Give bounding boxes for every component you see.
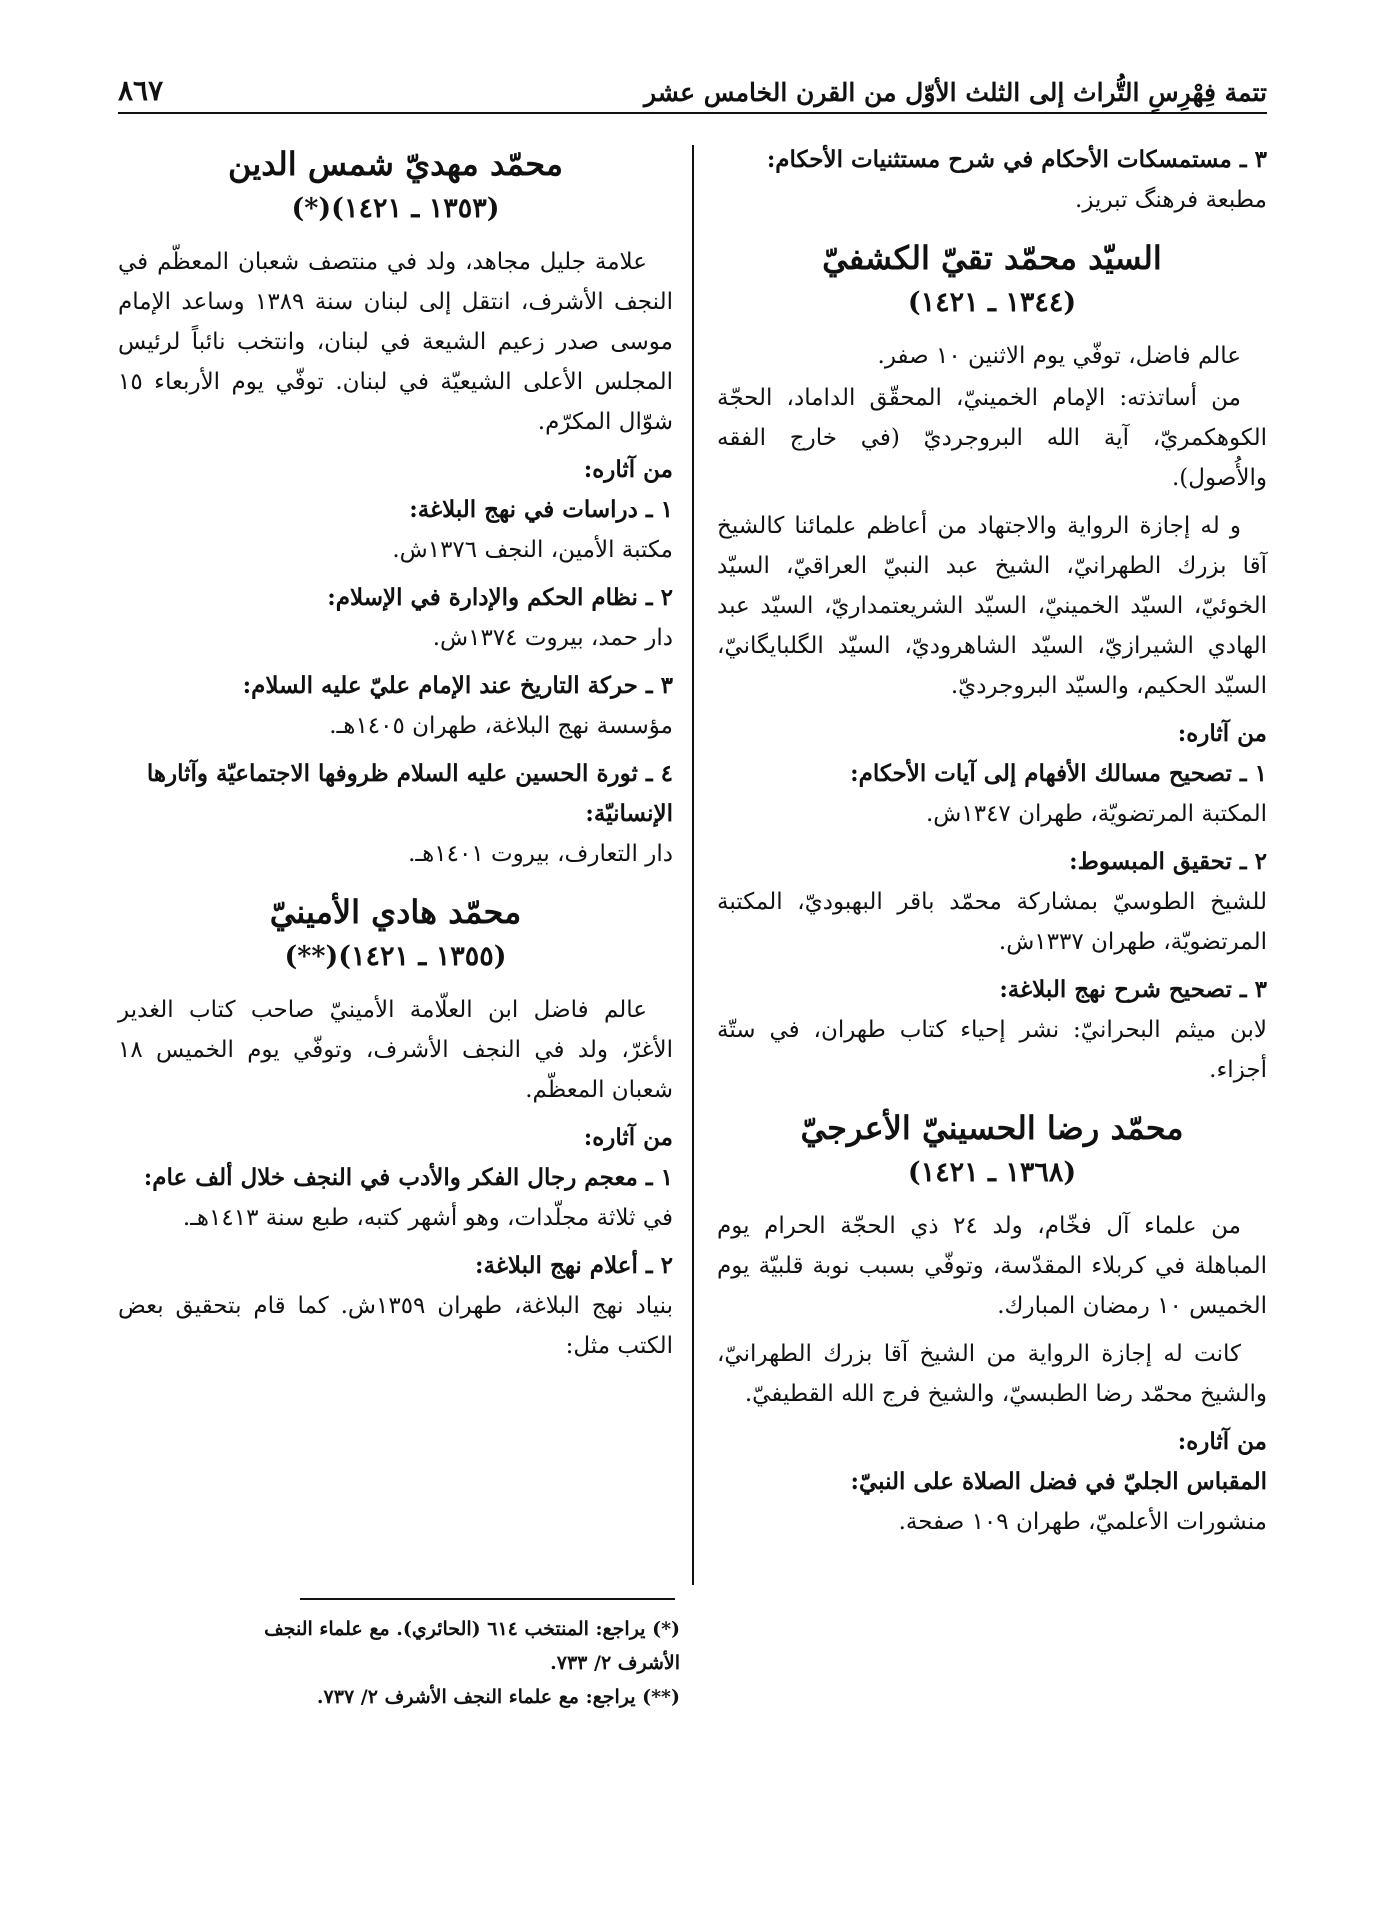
page-header (118, 72, 1267, 114)
work-title: ٤ ـ ثورة الحسين عليه السلام ظروفها الاجتماعيّة وآثارها الإنسانيّة: (146, 760, 673, 827)
work-title: ٢ ـ أعلام نهج البلاغة: (475, 1252, 673, 1279)
work-detail: مطبعة فرهنگ تبريز. (1075, 187, 1267, 213)
work-title: ٣ ـ تصحيح شرح نهج البلاغة: (999, 976, 1267, 1003)
work-title: ١ ـ دراسات في نهج البلاغة: (409, 496, 673, 523)
entry-dates: (١٣٤٤ ـ ١٤٢١) (907, 287, 1077, 318)
bio-paragraph: عالم فاضل، توفّي يوم الاثنين ١٠ صفر. (877, 343, 1241, 369)
works-label: من آثاره: (583, 1124, 673, 1151)
bio-paragraph: علامة جليل مجاهد، ولد في منتصف شعبان المعظّم في النجف الأشرف، انتقل إلى لبنان سنة ١٣٨٩ وساعد الإمام موسى صدر زعيم الشيعة في لبنان، وانتخب نائباً لرئيس المجلس الأعلى الشيعيّة في لبنان. توفّي يوم الأربعاء ١٥ شوّال المكرّم. (118, 249, 673, 435)
entry-name: محمّد مهديّ شمس الدين (227, 145, 564, 183)
work-detail: منشورات الأعلميّ، طهران ١٠٩ صفحة. (898, 1509, 1267, 1535)
work-title: ٣ ـ حركة التاريخ عند الإمام عليّ عليه السلام: (242, 672, 673, 699)
works-label: من آثاره: (583, 456, 673, 483)
entry-dates: (١٣٦٨ ـ ١٤٢١) (907, 1157, 1077, 1188)
footnote: (**) يراجع: مع علماء النجف الأشرف ٢/ ٧٣٧. (316, 1686, 680, 1708)
work-detail: دار التعارف، بيروت ١٤٠١هـ. (408, 841, 673, 867)
work-title: المقباس الجليّ في فضل الصلاة على النبيّ: (850, 1468, 1267, 1495)
right-column (717, 140, 1267, 1550)
page-number: ٨٦٧ (118, 74, 164, 107)
bio-paragraph: و له إجازة الرواية والاجتهاد من أعاظم علمائنا كالشيخ آقا بزرك الطهرانيّ، الشيخ عبد النبيّ العراقيّ، السيّد الخوئيّ، السيّد الخمينيّ، السيّد الشريعتمداريّ، السيّد عبد الهادي الشيرازيّ، السيّد الشاهروديّ، السيّد الگلبايگانيّ، السيّد الحكيم، والسيّد البروجرديّ. (717, 513, 1267, 699)
work-detail: مؤسسة نهج البلاغة، طهران ١٤٠٥هـ. (329, 713, 673, 739)
works-label: من آثاره: (1177, 720, 1267, 747)
footnote: (*) يراجع: المنتخب ٦١٤ (الحائري). مع علماء النجف الأشرف ٢/ ٧٣٣. (264, 1618, 680, 1674)
entry-name: محمّد رضا الحسينيّ الأعرجيّ (800, 1109, 1184, 1147)
work-detail: للشيخ الطوسيّ بمشاركة محمّد باقر البهبوديّ، المكتبة المرتضويّة، طهران ١٣٣٧ش. (717, 889, 1267, 955)
left-column (118, 140, 673, 1374)
work-detail: دار حمد، بيروت ١٣٧٤ش. (432, 625, 673, 651)
works-label: من آثاره: (1177, 1428, 1267, 1455)
bio-paragraph: كانت له إجازة الرواية من الشيخ آقا بزرك الطهرانيّ، والشيخ محمّد رضا الطبسيّ، والشيخ فرج الله القطيفيّ. (717, 1341, 1267, 1407)
bio-paragraph: من أساتذته: الإمام الخمينيّ، المحقّق الداماد، الحجّة الكوهكمريّ، آية الله البروجرديّ (في خارج الفقه والأُصول). (717, 385, 1267, 491)
entry-dates: (١٣٥٥ ـ ١٤٢١)(**) (284, 941, 507, 972)
work-title: ١ ـ معجم رجال الفكر والأدب في النجف خلال ألف عام: (143, 1164, 673, 1191)
work-title: ١ ـ تصحيح مسالك الأفهام إلى آيات الأحكام: (850, 760, 1267, 787)
running-title: تتمة فِهْرِسِ التُّراث إلى الثلث الأوّل من القرن الخامس عشر (643, 78, 1267, 107)
entry-name: السيّد محمّد تقيّ الكشفيّ (822, 239, 1162, 277)
entry-name: محمّد هادي الأمينيّ (269, 893, 522, 931)
work-detail: لابن ميثم البحرانيّ: نشر إحياء كتاب طهران، في ستّة أجزاء. (717, 1017, 1267, 1083)
footnotes (200, 1612, 680, 1714)
entry-dates: (١٣٥٣ ـ ١٤٢١)(*) (291, 193, 500, 224)
work-title: ٢ ـ تحقيق المبسوط: (1069, 848, 1267, 875)
column-divider (692, 145, 694, 1585)
work-detail: مكتبة الأمين، النجف ١٣٧٦ش. (392, 537, 673, 563)
work-title: ٢ ـ نظام الحكم والإدارة في الإسلام: (327, 584, 673, 611)
bio-paragraph: من علماء آل فخّام، ولد ٢٤ ذي الحجّة الحرام يوم المباهلة في كربلاء المقدّسة، وتوفّي بسبب نوبة قلبيّة يوم الخميس ١٠ رمضان المبارك. (717, 1213, 1267, 1319)
work-detail: المكتبة المرتضويّة، طهران ١٣٤٧ش. (925, 801, 1267, 827)
work-detail: بنياد نهج البلاغة، طهران ١٣٥٩ش. كما قام بتحقيق بعض الكتب مثل: (118, 1293, 673, 1359)
work-title: ٣ ـ مستمسكات الأحكام في شرح مستثنيات الأحكام: (766, 146, 1267, 173)
work-detail: في ثلاثة مجلّدات، وهو أشهر كتبه، طبع سنة ١٤١٣هـ. (182, 1205, 673, 1231)
bio-paragraph: عالم فاضل ابن العلّامة الأمينيّ صاحب كتاب الغدير الأغرّ، ولد في النجف الأشرف، وتوفّي يوم الخميس ١٨ شعبان المعظّم. (118, 997, 673, 1103)
footnote-rule (300, 1598, 675, 1600)
